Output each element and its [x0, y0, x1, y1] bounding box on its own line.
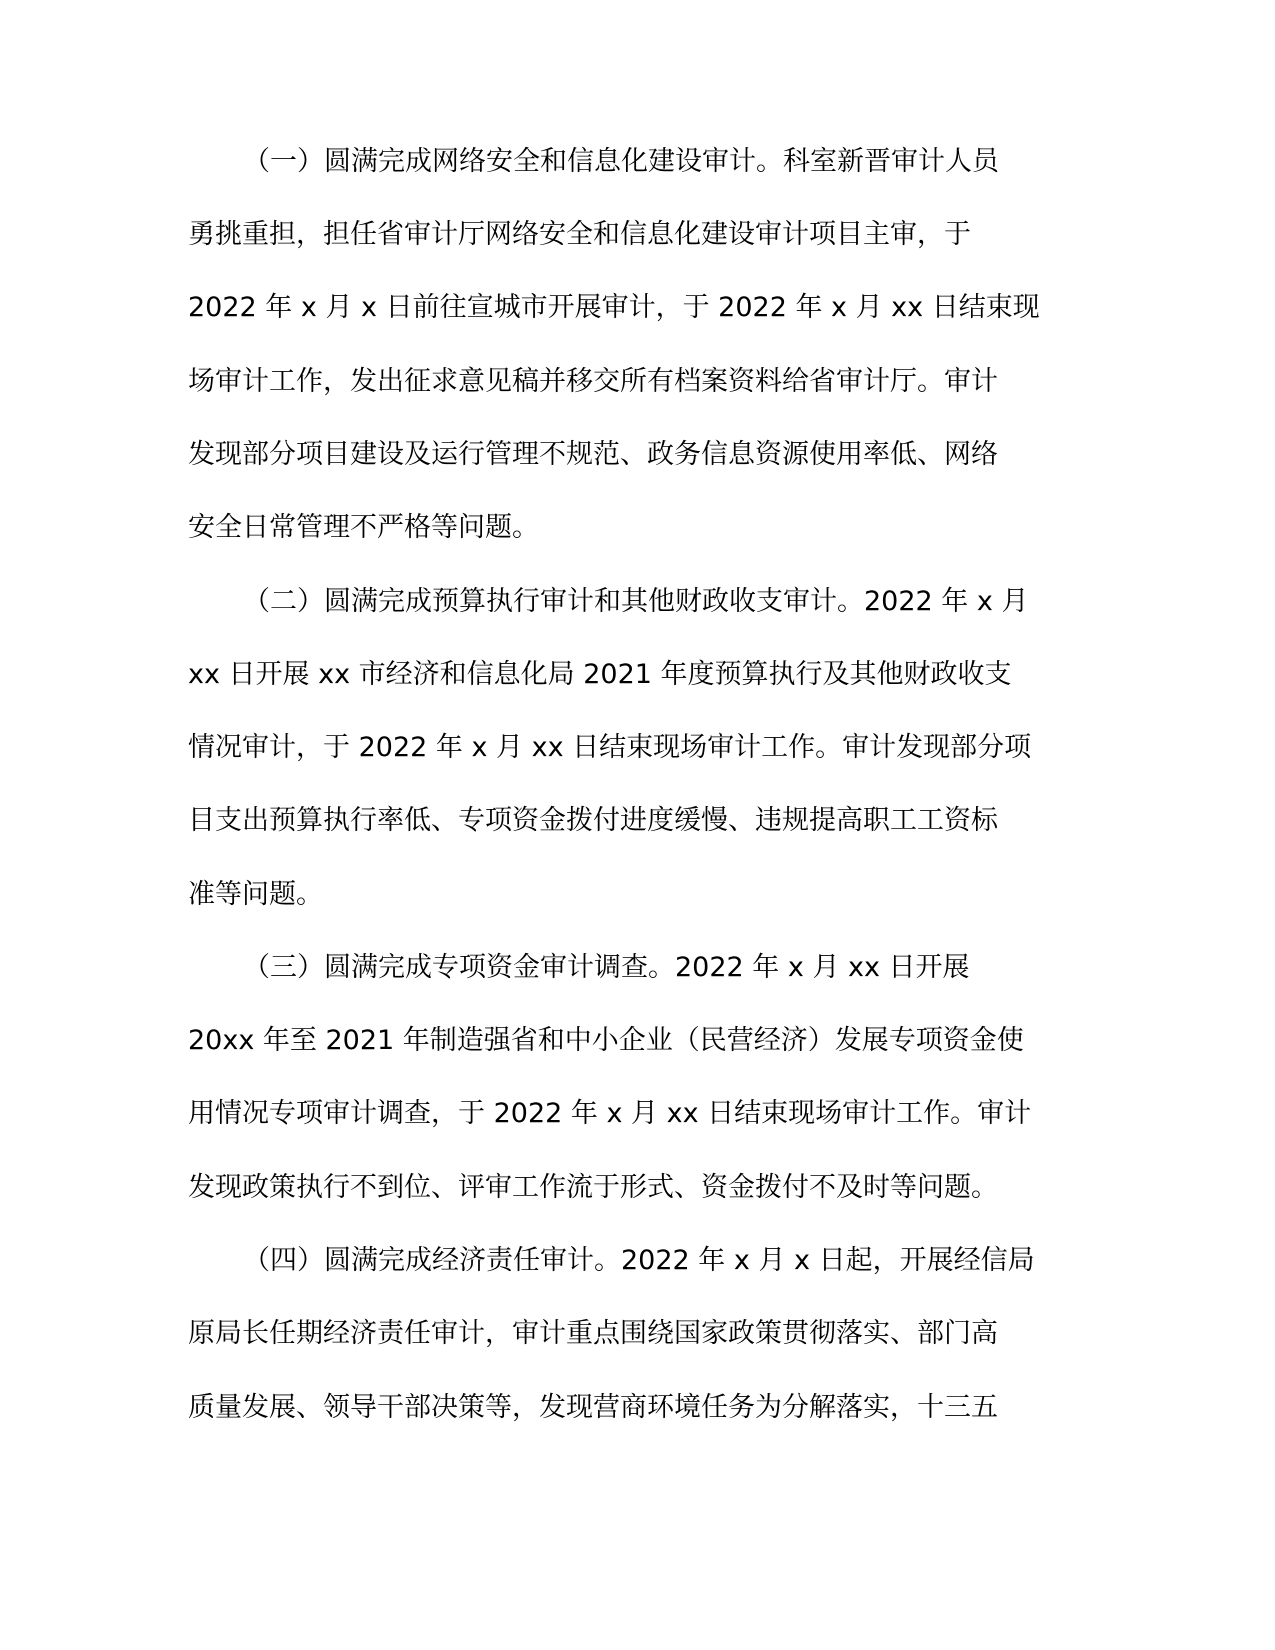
paragraph-3-line-1: （三）圆满完成专项资金审计调查。2022 年 x 月 xx 日开展	[243, 952, 970, 983]
paragraph-3-line-3: 用情况专项审计调查，于 2022 年 x 月 xx 日结束现场审计工作。审计	[188, 1098, 1032, 1129]
paragraph-4-line-2: 原局长任期经济责任审计，审计重点围绕国家政策贯彻落实、部门高	[188, 1318, 998, 1349]
paragraph-2-line-3: 情况审计，于 2022 年 x 月 xx 日结束现场审计工作。审计发现部分项	[188, 732, 1032, 763]
paragraph-4-line-3: 质量发展、领导干部决策等，发现营商环境任务为分解落实，十三五	[188, 1392, 998, 1423]
paragraph-4-line-1: （四）圆满完成经济责任审计。2022 年 x 月 x 日起，开展经信局	[243, 1245, 1035, 1276]
paragraph-1-line-2: 勇挑重担，担任省审计厅网络安全和信息化建设审计项目主审，于	[188, 219, 971, 250]
paragraph-1-line-5: 发现部分项目建设及运行管理不规范、政务信息资源使用率低、网络	[188, 439, 998, 470]
paragraph-2-line-5: 准等问题。	[188, 879, 323, 910]
paragraph-1-line-3: 2022 年 x 月 x 日前往宣城市开展审计，于 2022 年 x 月 xx 日结束现	[188, 292, 1040, 323]
paragraph-2-line-4: 目支出预算执行率低、专项资金拨付进度缓慢、违规提高职工工资标	[188, 805, 998, 836]
paragraph-2-line-1: （二）圆满完成预算执行审计和其他财政收支审计。2022 年 x 月	[243, 586, 1029, 617]
paragraph-3-line-2: 20xx 年至 2021 年制造强省和中小企业（民营经济）发展专项资金使	[188, 1025, 1024, 1056]
paragraph-1-line-1: （一）圆满完成网络安全和信息化建设审计。科室新晋审计人员	[243, 146, 999, 177]
paragraph-1-line-6: 安全日常管理不严格等问题。	[188, 512, 539, 543]
paragraph-2-line-2: xx 日开展 xx 市经济和信息化局 2021 年度预算执行及其他财政收支	[188, 659, 1012, 690]
paragraph-1-line-4: 场审计工作，发出征求意见稿并移交所有档案资料给省审计厅。审计	[188, 366, 998, 397]
paragraph-3-line-4: 发现政策执行不到位、评审工作流于形式、资金拨付不及时等问题。	[188, 1172, 998, 1203]
